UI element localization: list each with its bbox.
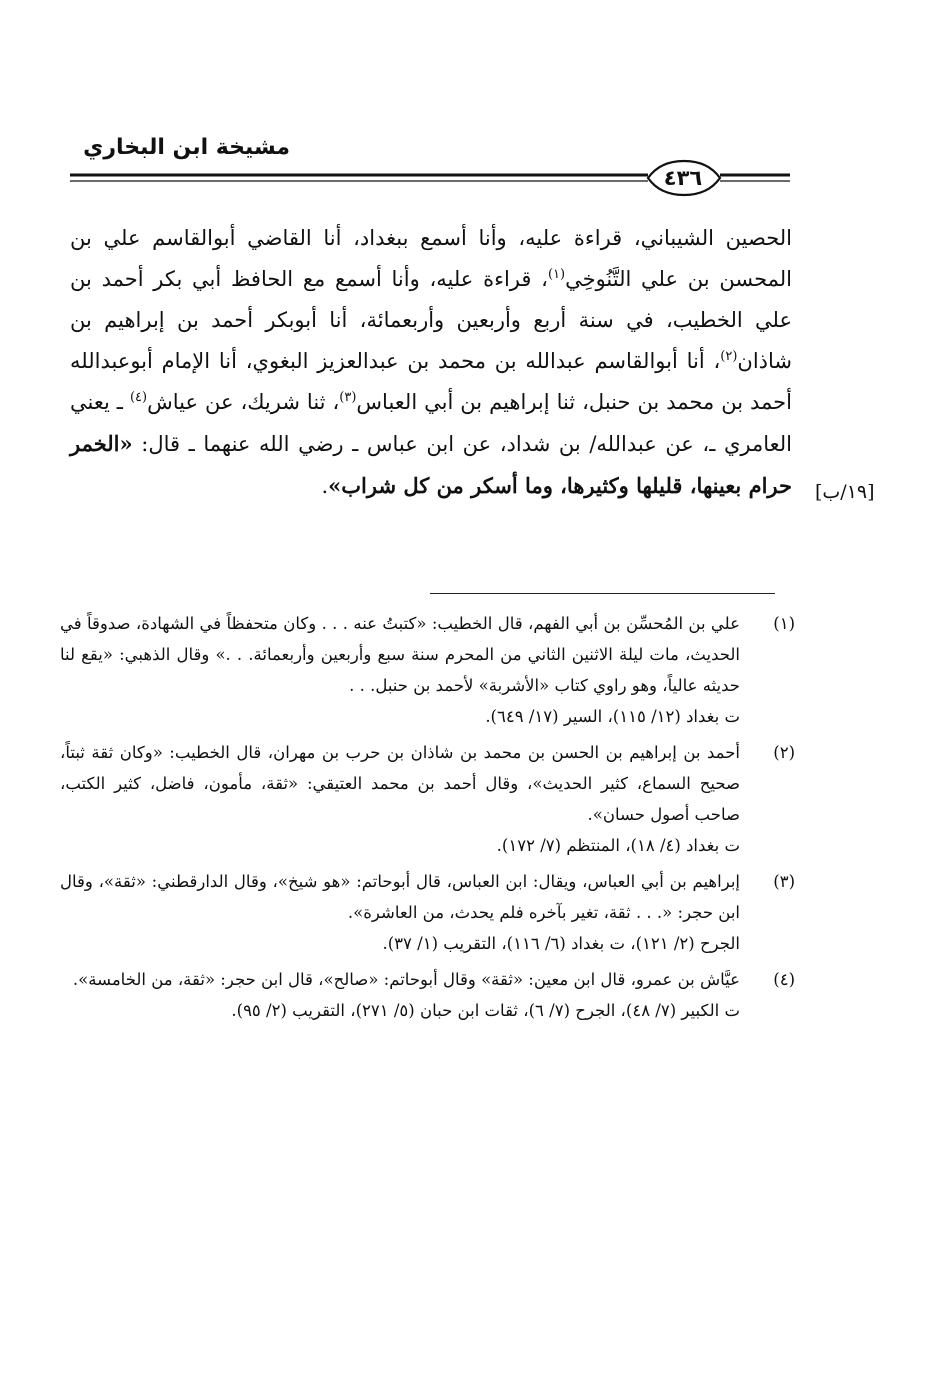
main-text xyxy=(70,218,792,507)
main-text-part-4: ، ثنا شريك، عن عياش xyxy=(147,390,340,414)
footnote-ref-3[interactable]: (٣) xyxy=(339,390,357,405)
footnote-ref-4[interactable]: (٤) xyxy=(129,390,148,405)
main-text-part-3: ، أنا أبوالقاسم عبدالله بن محمد بن عبدالعزيز البغوي، أنا الإمام أبوعبدالله أحمد بن محمد بن حنبل، ثنا إبراهيم بن أبي العباس xyxy=(70,349,792,414)
footnote-ref-1[interactable]: (١) xyxy=(547,267,566,282)
footnote-number: (٣) xyxy=(773,872,795,891)
footnote-ref-2[interactable]: (٢) xyxy=(720,349,738,364)
main-text-end: . xyxy=(321,474,329,498)
main-paragraph xyxy=(70,218,792,507)
footnote-number: (١) xyxy=(773,614,795,633)
footnote-divider xyxy=(430,593,775,594)
footnote-body xyxy=(60,964,740,1026)
footnote-2 xyxy=(60,737,795,861)
hadith-text: «الخمر حرام بعينها، قليلها وكثيرها، وما أسكر من كل شراب» xyxy=(70,431,792,498)
footnote-number: (٤) xyxy=(773,970,795,989)
footnote-text: عيَّاش بن عمرو، قال ابن معين: «ثقة» وقال أبوحاتم: «صالح»، قال ابن حجر: «ثقة، من الخامسة». xyxy=(72,970,740,989)
main-text-part-5: ـ يعني العامري ـ، عن عبدالله/ بن شداد، عن ابن عباس ـ رضي الله عنهما ـ قال: xyxy=(70,390,792,456)
footnote-source: ت بغداد (١٢/ ١١٥)، السير (١٧/ ٦٤٩). xyxy=(485,707,740,726)
main-text-part-2: ، قراءة عليه، وأنا أسمع مع الحافظ أبي بكر أحمد بن علي الخطيب، في سنة أربع وأربعين وأربعمائة، أنا أبوبكر أحمد بن إبراهيم بن شاذان xyxy=(70,267,792,373)
running-title: مشيخة ابن البخاري xyxy=(83,135,290,160)
footnote-text: إبراهيم بن أبي العباس، ويقال: ابن العباس، قال أبوحاتم: «هو شيخ»، وقال الدارقطني: «ثقة»، وقال ابن حجر: «. . . ثقة، تغير بآخره فلم يحدث، من العاشرة». xyxy=(60,872,740,922)
footnote-text: علي بن المُحسِّن بن أبي الفهم، قال الخطيب: «كتبتُ عنه . . . وكان متحفظاً في الشهادة، صدوقاً في الحديث، مات ليلة الاثنين الثاني من المحرم سنة سبع وأربعين وأربعمائة. . .» وقال الذهبي: «يقع لنا حديثه عالياً، وهو راوي كتاب «الأشربة» لأحمد بن حنبل. . . xyxy=(60,614,740,695)
footnote-body xyxy=(60,737,740,861)
footnote-1 xyxy=(60,608,795,732)
footnote-source: ت بغداد (٤/ ١٨)، المنتظم (٧/ ١٧٢). xyxy=(496,836,740,855)
footnote-body xyxy=(60,866,740,959)
footnote-number: (٢) xyxy=(773,743,795,762)
footnote-source: الجرح (٢/ ١٢١)، ت بغداد (٦/ ١١٦)، التقريب (١/ ٣٧). xyxy=(382,934,740,953)
footnote-4 xyxy=(60,964,795,1026)
manuscript-folio-marker: [١٩/ب] xyxy=(815,481,875,503)
footnote-text: أحمد بن إبراهيم بن الحسن بن محمد بن شاذان بن حرب بن مهران، قال الخطيب: «وكان ثقة ثبتاً، صحيح السماع، كثير الحديث»، وقال أحمد بن محمد العتيقي: «ثقة، مأمون، فاضل، كثير الكتب، صاحب أصول حسان». xyxy=(60,743,740,824)
main-text-part-1: الحصين الشيباني، قراءة عليه، وأنا أسمع ببغداد، أنا القاضي أبوالقاسم علي بن المحسن بن علي التَّنُوخِي xyxy=(70,226,793,291)
footnotes xyxy=(60,608,795,1031)
footnote-3 xyxy=(60,866,795,959)
page-number: ٤٣٦ xyxy=(663,166,703,190)
footnote-body xyxy=(60,608,740,732)
footnote-source: ت الكبير (٧/ ٤٨)، الجرح (٧/ ٦)، ثقات ابن حبان (٥/ ٢٧١)، التقريب (٢/ ٩٥). xyxy=(231,1001,740,1020)
